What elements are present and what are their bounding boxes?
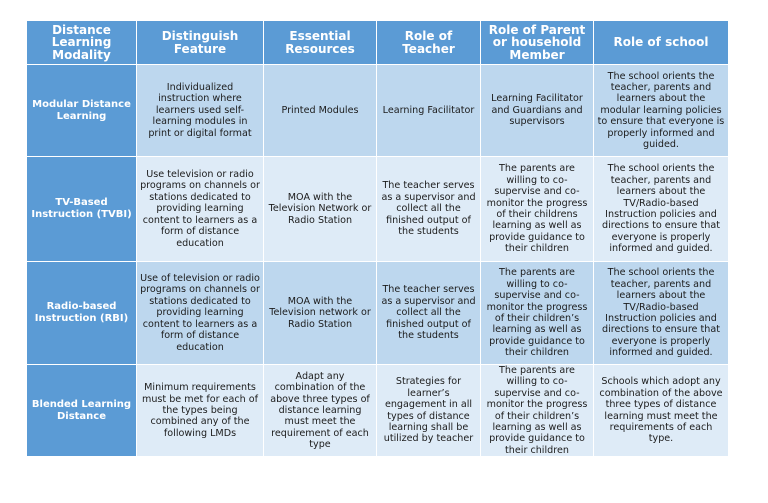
cell-resources: MOA with the Television network or Radio Station [264,262,377,365]
header-school-role: Role of school [594,21,729,65]
cell-parent-role: The parents are willing to co-supervise and co-monitor the progress of their children’s learning as well as provide guidance to their children [481,365,594,457]
row-modality: Radio-based Instruction (RBI) [27,262,137,365]
cell-teacher-role: Strategies for learner’s engagement in all types of distance learning shall be utilized by teacher [377,365,481,457]
cell-teacher-role: Learning Facilitator [377,65,481,157]
cell-parent-role: The parents are willing to co-supervise and co-monitor the progress of their children’s learning as well as provide guidance to their children [481,262,594,365]
cell-resources: Adapt any combination of the above three types of distance learning must meet the requirement of each type [264,365,377,457]
table-row [27,65,729,157]
cell-feature: Use of television or radio programs on channels or stations dedicated to providing learning content to learners as a form of distance education [137,262,264,365]
row-modality: TV-Based Instruction (TVBI) [27,157,137,262]
table-row [27,365,729,457]
cell-teacher-role: The teacher serves as a supervisor and collect all the finished output of the students [377,262,481,365]
cell-resources: MOA with the Television Network or Radio Station [264,157,377,262]
cell-parent-role: Learning Facilitator and Guardians and supervisors [481,65,594,157]
row-modality: Blended Learning Distance [27,365,137,457]
header-feature: Distinguish Feature [137,21,264,65]
table-row [27,157,729,262]
cell-parent-role: The parents are willing to co-supervise and co-monitor the progress of their childrens learning as well as provide guidance to their children [481,157,594,262]
cell-school-role: The school orients the teacher, parents and learners about the TV/Radio-based Instruction policies and directions to ensure that everyone is properly informed and guided. [594,157,729,262]
cell-school-role: The school orients the teacher, parents and learners about the TV/Radio-based Instruction policies and directions to ensure that everyone is properly informed and guided. [594,262,729,365]
cell-feature: Individualized instruction where learners used self-learning modules in print or digital format [137,65,264,157]
header-row [27,21,729,65]
cell-teacher-role: The teacher serves as a supervisor and collect all the finished output of the students [377,157,481,262]
cell-school-role: Schools which adopt any combination of the above three types of distance learning must meet the requirements of each type. [594,365,729,457]
cell-school-role: The school orients the teacher, parents and learners about the modular learning policies to ensure that everyone is properly informed and guided. [594,65,729,157]
cell-feature: Use television or radio programs on channels or stations dedicated to providing learning content to learners as a form of distance education [137,157,264,262]
cell-resources: Printed Modules [264,65,377,157]
cell-feature: Minimum requirements must be met for each of the types being combined any of the following LMDs [137,365,264,457]
header-parent-role: Role of Parent or household Member [481,21,594,65]
header-teacher-role: Role of Teacher [377,21,481,65]
distance-learning-table [26,20,729,457]
header-modality: Distance Learning Modality [27,21,137,65]
row-modality: Modular Distance Learning [27,65,137,157]
table-row [27,262,729,365]
header-resources: Essential Resources [264,21,377,65]
